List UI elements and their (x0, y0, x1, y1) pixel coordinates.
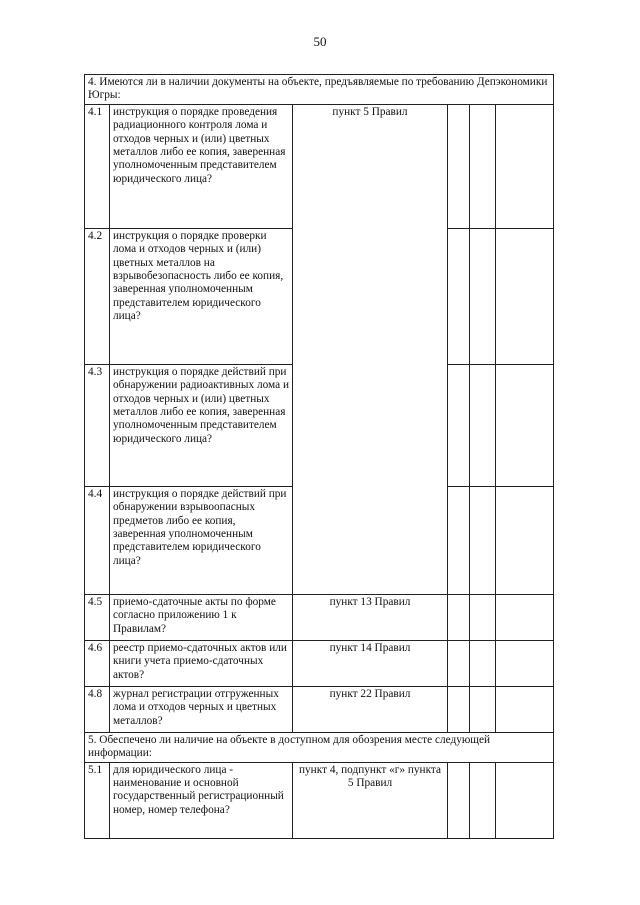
answer-cell-yes (448, 594, 470, 640)
section-4-header-row (85, 75, 554, 105)
answer-cell-no (470, 594, 496, 640)
legal-reference: пункт 13 Правил (293, 594, 448, 640)
answer-cell-no (470, 104, 496, 228)
answer-cell-note (496, 104, 554, 228)
row-number: 4.1 (85, 104, 110, 228)
answer-cell-yes (448, 640, 470, 686)
answer-cell-note (496, 640, 554, 686)
question-text: инструкция о порядке проведения радиационного контроля лома и отходов черных и (или) цветных металлов либо ее копия, заверенная уполномоченным представителем юридического лица? (110, 104, 293, 228)
question-text: инструкция о порядке действий при обнаружении радиоактивных лома и отходов черных и (или) цветных металлов либо ее копия, заверенная уполномоченным представителем юридического лица? (110, 364, 293, 486)
answer-cell-yes (448, 228, 470, 364)
section-4-header: 4. Имеются ли в наличии документы на объекте, предъявляемые по требованию Депэкономики Югры: (85, 75, 554, 105)
question-text: для юридического лица - наименование и основной государственный регистрационный номер, номер телефона? (110, 762, 293, 838)
row-number: 4.6 (85, 640, 110, 686)
table-row (85, 104, 554, 228)
row-number: 4.5 (85, 594, 110, 640)
row-number: 4.3 (85, 364, 110, 486)
question-text: инструкция о порядке действий при обнаружении взрывоопасных предметов либо ее копия, заверенная уполномоченным представителем юридического лица? (110, 486, 293, 594)
question-text: реестр приемо-сдаточных актов или книги учета приемо-сдаточных актов? (110, 640, 293, 686)
question-text: приемо-сдаточные акты по форме согласно приложению 1 к Правилам? (110, 594, 293, 640)
legal-reference: пункт 5 Правил (293, 104, 448, 594)
table-row (85, 640, 554, 686)
row-number: 4.2 (85, 228, 110, 364)
answer-cell-no (470, 364, 496, 486)
inspection-checklist-table (84, 74, 554, 839)
answer-cell-yes (448, 686, 470, 732)
answer-cell-no (470, 686, 496, 732)
table-row (85, 686, 554, 732)
legal-reference: пункт 4, подпункт «г» пункта 5 Правил (293, 762, 448, 838)
answer-cell-no (470, 640, 496, 686)
answer-cell-note (496, 594, 554, 640)
page-number: 50 (313, 34, 327, 49)
question-text: инструкция о порядке проверки лома и отходов черных и (или) цветных металлов на взрывобезопасность либо ее копия, заверенная уполномоченным представителем юридического лица? (110, 228, 293, 364)
answer-cell-note (496, 486, 554, 594)
row-number: 5.1 (85, 762, 110, 838)
row-number: 4.4 (85, 486, 110, 594)
question-text: журнал регистрации отгруженных лома и отходов черных и цветных металлов? (110, 686, 293, 732)
table-row (85, 762, 554, 838)
answer-cell-yes (448, 486, 470, 594)
answer-cell-no (470, 228, 496, 364)
legal-reference: пункт 14 Правил (293, 640, 448, 686)
section-5-header-row (85, 732, 554, 762)
answer-cell-note (496, 364, 554, 486)
answer-cell-no (470, 762, 496, 838)
answer-cell-yes (448, 762, 470, 838)
answer-cell-no (470, 486, 496, 594)
section-5-header: 5. Обеспечено ли наличие на объекте в доступном для обозрения месте следующей информации: (85, 732, 554, 762)
answer-cell-note (496, 686, 554, 732)
answer-cell-yes (448, 364, 470, 486)
answer-cell-note (496, 762, 554, 838)
answer-cell-yes (448, 104, 470, 228)
table-row (85, 594, 554, 640)
legal-reference: пункт 22 Правил (293, 686, 448, 732)
answer-cell-note (496, 228, 554, 364)
row-number: 4.8 (85, 686, 110, 732)
